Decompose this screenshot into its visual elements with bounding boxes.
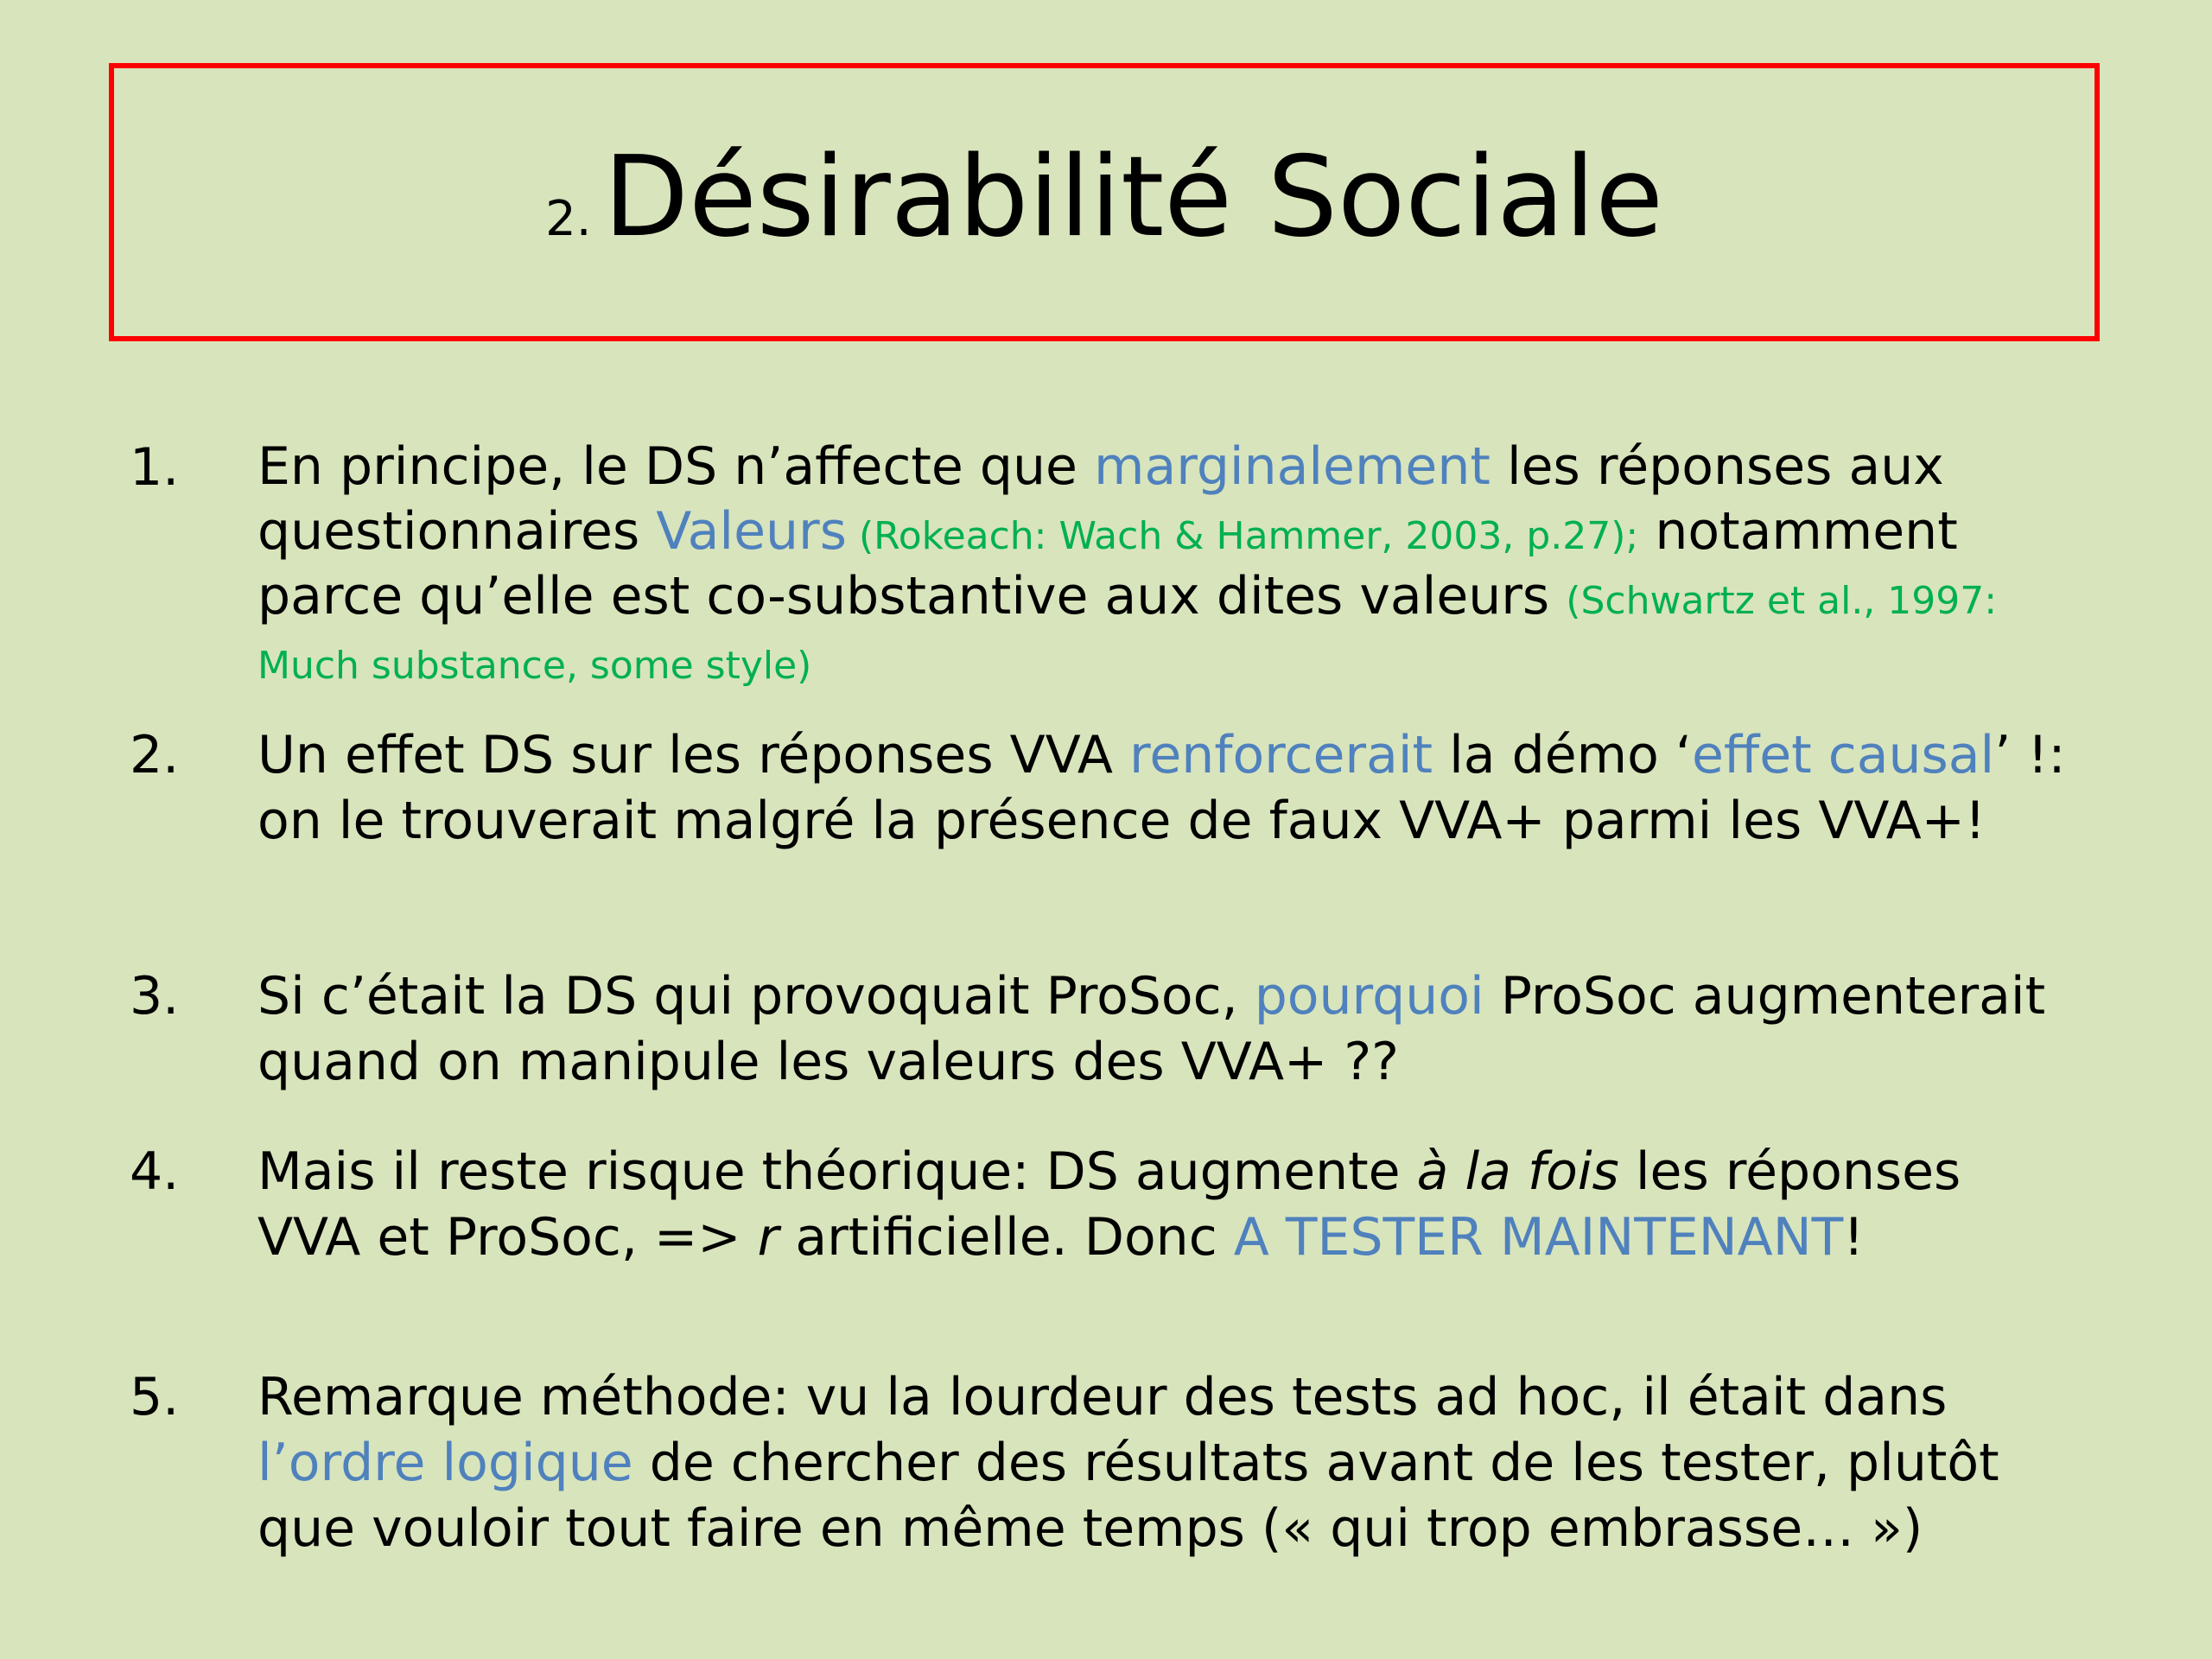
- text-segment: Un effet DS sur les réponses VVA: [257, 725, 1130, 785]
- list-item-text: [257, 963, 2074, 1095]
- list-item-text: [257, 1139, 2074, 1270]
- list-item-text: [257, 435, 2074, 694]
- italic-text: r: [757, 1207, 779, 1268]
- list-item-text: [257, 722, 2074, 854]
- list-item-2: [130, 722, 2074, 854]
- highlight-text: Valeurs: [656, 501, 847, 562]
- list-item-number: 4.: [130, 1141, 180, 1202]
- list-item-number: 5.: [130, 1367, 180, 1427]
- highlight-text: pourquoi: [1254, 966, 1484, 1027]
- highlight-text: renforcerait: [1129, 725, 1433, 785]
- list-item-number: 3.: [130, 966, 180, 1027]
- text-segment: les réponses VVA et ProSoc, =>: [257, 1141, 1961, 1268]
- text-segment: Remarque méthode: vu la lourdeur des tests ad hoc, il était dans: [257, 1367, 1948, 1427]
- text-segment: En principe, le DS n’affecte que: [257, 436, 1094, 497]
- text-segment: ProSoc augmenterait quand on manipule les valeurs des VVA+ ??: [257, 966, 2046, 1092]
- title-number: 2.: [545, 191, 592, 247]
- list-item-text: [257, 1364, 2074, 1561]
- title-text: Désirabilité Sociale: [603, 133, 1663, 262]
- list-item-1: [130, 435, 2074, 694]
- reference-text: (Rokeach: Wach & Hammer, 2003, p.27);: [846, 514, 1639, 558]
- text-segment: les réponses aux questionnaires: [257, 436, 1944, 562]
- text-segment: de chercher des résultats avant de les tester, plutôt que vouloir tout faire en même temps (« qui trop embrasse… »): [257, 1433, 1999, 1559]
- highlight-text: A TESTER MAINTENANT: [1233, 1207, 1844, 1268]
- text-segment: !: [1843, 1207, 1865, 1268]
- reference-text: (Schwartz et al., 1997: Much substance, some style): [257, 579, 1998, 688]
- text-segment: artificielle. Donc: [779, 1207, 1234, 1268]
- list-item-number: 1.: [130, 437, 180, 498]
- italic-text: à la fois: [1416, 1141, 1619, 1202]
- text-segment: ’ !: on le trouverait malgré la présence de faux VVA+ parmi les VVA+!: [257, 725, 2066, 851]
- text-segment: Si c’était la DS qui provoquait ProSoc,: [257, 966, 1255, 1027]
- list-item-4: [130, 1139, 2074, 1270]
- highlight-text: l’ordre logique: [257, 1433, 633, 1493]
- list-item-5: [130, 1364, 2074, 1561]
- text-segment: la démo ‘: [1433, 725, 1692, 785]
- list-item-3: [130, 963, 2074, 1095]
- highlight-text: marginalement: [1094, 436, 1491, 497]
- text-segment: Mais il reste risque théorique: DS augmente: [257, 1141, 1417, 1202]
- text-segment: notamment parce qu’elle est co-substantive aux dites valeurs: [257, 501, 1958, 626]
- highlight-text: effet causal: [1691, 725, 1995, 785]
- list-item-number: 2.: [130, 725, 180, 785]
